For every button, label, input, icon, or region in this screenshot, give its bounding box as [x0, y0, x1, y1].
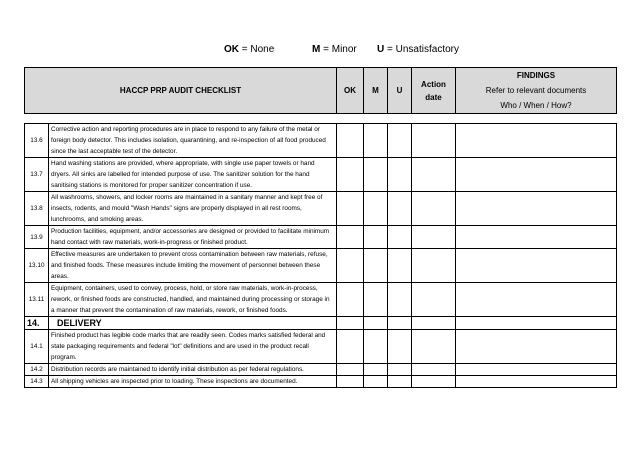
minor-cell[interactable] — [364, 124, 388, 158]
unsatisfactory-column-header: U — [388, 68, 412, 114]
minor-cell[interactable] — [364, 249, 388, 283]
legend-unsatisfactory: U = Unsatisfactory — [377, 44, 459, 55]
ok-cell[interactable] — [337, 192, 364, 226]
unsatisfactory-cell[interactable] — [388, 124, 412, 158]
action-date-cell[interactable] — [412, 192, 456, 226]
item-number: 13.9 — [25, 226, 49, 249]
item-number: 14.1 — [25, 330, 49, 364]
findings-cell[interactable] — [456, 283, 617, 317]
item-number: 13.8 — [25, 192, 49, 226]
findings-cell[interactable] — [456, 317, 617, 330]
header-table — [24, 67, 617, 114]
minor-cell[interactable] — [364, 376, 388, 388]
ok-cell[interactable] — [337, 226, 364, 249]
checklist-title: HACCP PRP AUDIT CHECKLIST — [25, 68, 337, 114]
ok-cell[interactable] — [337, 124, 364, 158]
item-description: Corrective action and reporting procedures are in place to respond to any failure of the metal or foreign body detector. This includes isolation, quarantining, and re-inspection of all food produced since the last acceptable test of the detector. — [49, 124, 337, 158]
ok-cell[interactable] — [337, 283, 364, 317]
checklist-row — [25, 364, 617, 376]
checklist-row — [25, 249, 617, 283]
item-description: Equipment, containers, used to convey, process, hold, or store raw materials, work-in-process, rework, or finished foods are constructed, handled, and maintained during processing or storage in a manner that prevent the contamination of raw materials, rework, or finished foods. — [49, 283, 337, 317]
minor-cell[interactable] — [364, 364, 388, 376]
ok-cell[interactable] — [337, 158, 364, 192]
ok-cell[interactable] — [337, 330, 364, 364]
ok-column-header: OK — [337, 68, 364, 114]
checklist-row — [25, 226, 617, 249]
item-description: Hand washing stations are provided, where appropriate, with single use paper towels or hand dryers. All sinks are labelled for intended purpose of use. The sanitizer solution for the hand sanitising stations is monitored for proper sanitizer concentration if use. — [49, 158, 337, 192]
unsatisfactory-cell[interactable] — [388, 192, 412, 226]
action-date-cell[interactable] — [412, 226, 456, 249]
legend-ok: OK = None — [224, 44, 275, 55]
unsatisfactory-cell[interactable] — [388, 226, 412, 249]
checklist-row — [25, 376, 617, 388]
action-date-cell[interactable] — [412, 376, 456, 388]
findings-header: FINDINGS Refer to relevant documents Who / When / How? — [456, 68, 617, 114]
item-description: Finished product has legible code marks that are readily seen. Codes marks satisfied federal and state packaging requirements and federal "lot" definitions and are used in the product recall program. — [49, 330, 337, 364]
findings-cell[interactable] — [456, 330, 617, 364]
unsatisfactory-cell[interactable] — [388, 283, 412, 317]
checklist-row — [25, 192, 617, 226]
minor-cell[interactable] — [364, 317, 388, 330]
action-date-cell[interactable] — [412, 283, 456, 317]
section-title: DELIVERY — [49, 317, 337, 330]
checklist-row — [25, 158, 617, 192]
action-date-cell[interactable] — [412, 317, 456, 330]
findings-cell[interactable] — [456, 364, 617, 376]
item-number: 14.2 — [25, 364, 49, 376]
ok-cell[interactable] — [337, 376, 364, 388]
item-description: All shipping vehicles are inspected prior to loading. These inspections are documented. — [49, 376, 337, 388]
unsatisfactory-cell[interactable] — [388, 376, 412, 388]
minor-cell[interactable] — [364, 192, 388, 226]
unsatisfactory-cell[interactable] — [388, 249, 412, 283]
unsatisfactory-cell[interactable] — [388, 364, 412, 376]
ok-cell[interactable] — [337, 364, 364, 376]
checklist-row — [25, 283, 617, 317]
unsatisfactory-cell[interactable] — [388, 317, 412, 330]
findings-cell[interactable] — [456, 249, 617, 283]
item-description: Effective measures are undertaken to prevent cross contamination between raw materials, refuse, and finished foods. These measures include limiting the movement of personnel between these areas. — [49, 249, 337, 283]
action-date-header: Action date — [412, 68, 456, 114]
legend-minor: M = Minor — [312, 44, 357, 55]
minor-cell[interactable] — [364, 158, 388, 192]
findings-cell[interactable] — [456, 158, 617, 192]
unsatisfactory-cell[interactable] — [388, 158, 412, 192]
checklist-table — [24, 123, 617, 388]
minor-column-header: M — [364, 68, 388, 114]
minor-cell[interactable] — [364, 226, 388, 249]
action-date-cell[interactable] — [412, 124, 456, 158]
item-number: 13.7 — [25, 158, 49, 192]
item-number: 14. — [25, 317, 49, 330]
item-description: Production facilities, equipment, and/or accessories are designed or provided to facilitate minimum hand contact with raw materials, work-in-progress or finished product. — [49, 226, 337, 249]
ok-cell[interactable] — [337, 249, 364, 283]
item-number: 14.3 — [25, 376, 49, 388]
item-number: 13.11 — [25, 283, 49, 317]
section-row — [25, 317, 617, 330]
minor-cell[interactable] — [364, 283, 388, 317]
item-number: 13.10 — [25, 249, 49, 283]
action-date-cell[interactable] — [412, 364, 456, 376]
item-number: 13.6 — [25, 124, 49, 158]
action-date-cell[interactable] — [412, 330, 456, 364]
ok-cell[interactable] — [337, 317, 364, 330]
action-date-cell[interactable] — [412, 249, 456, 283]
item-description: All washrooms, showers, and locker rooms are maintained in a sanitary manner and kept free of insects, rodents, and mould "Wash Hands" signs are properly displayed in all rest rooms, lunchrooms, and smoking areas. — [49, 192, 337, 226]
action-date-cell[interactable] — [412, 158, 456, 192]
checklist-row — [25, 330, 617, 364]
findings-cell[interactable] — [456, 226, 617, 249]
findings-cell[interactable] — [456, 124, 617, 158]
unsatisfactory-cell[interactable] — [388, 330, 412, 364]
checklist-row — [25, 124, 617, 158]
findings-cell[interactable] — [456, 192, 617, 226]
findings-cell[interactable] — [456, 376, 617, 388]
item-description: Distribution records are maintained to identify initial distribution as per federal regulations. — [49, 364, 337, 376]
minor-cell[interactable] — [364, 330, 388, 364]
